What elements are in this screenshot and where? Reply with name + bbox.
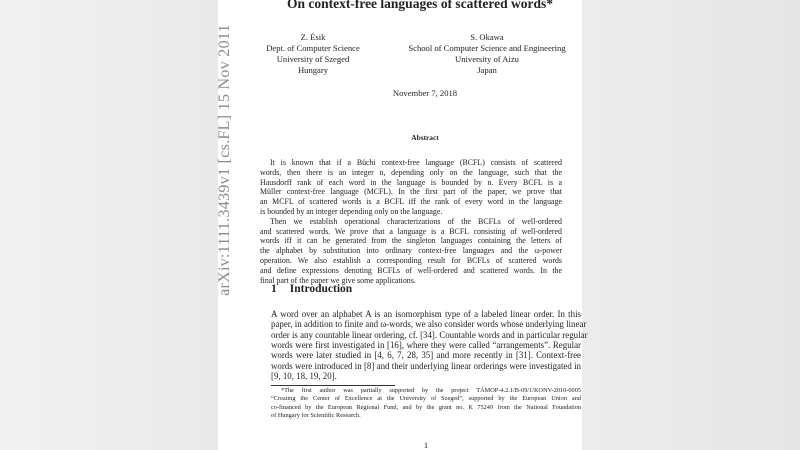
author-name: S. Okawa	[470, 32, 504, 42]
paper-date: November 7, 2018	[392, 88, 458, 98]
text-line: operation. We also establish a corresponding result for BCFLs of scattered words	[260, 256, 562, 265]
text-line: Müller context-free language (MCFL). In the first part of the paper, we prove that	[260, 187, 562, 197]
text-line: an MCFL of scattered words is a BCFL iff the rank of every word in the language	[260, 197, 562, 207]
text-line: the alphabet by substitution into ordinary context-free languages and the ω-power	[260, 246, 562, 256]
author-univ: University of Szeged	[276, 54, 350, 64]
author-country: Hungary	[297, 65, 329, 75]
text-line: It is known that if a Büchi context-free language (BCFL) consists of scattered	[270, 158, 562, 167]
arxiv-stamp: arXiv:1111.3439v1 [cs.FL] 15 Nov 2011	[216, 24, 233, 296]
text-line: co-financed by the European Regional Fund, and by the grant no. K 75249 from the National Foundation	[271, 403, 581, 411]
author-1	[266, 32, 360, 76]
page-number: 1	[423, 440, 429, 450]
author-univ: University of Aizu	[455, 54, 519, 64]
section-title: Introduction	[289, 283, 353, 295]
text-line: words were later studied in [4, 6, 7, 28, 35] and more recently in [31]. Context-free	[271, 350, 581, 361]
section-heading	[271, 283, 352, 295]
abstract-heading: Abstract	[411, 133, 439, 142]
footnote-rule	[271, 385, 395, 386]
text-line: paper, in addition to finite and ω-words, we also consider words whose underlying linear	[271, 319, 587, 330]
paper-title: On context-free languages of scattered words*	[286, 0, 554, 11]
text-line: Hausdorff rank of each word in the language is bounded by n. Every BCFL is a	[260, 177, 562, 187]
section-number: 1	[271, 283, 277, 295]
text-line: final part of the paper we give some applications.	[260, 275, 416, 285]
text-line: words, then there is an integer n, depending only on the language, such that the	[260, 167, 562, 177]
text-line: [9, 10, 18, 19, 20].	[271, 371, 337, 382]
text-line: “Creating the Center of Excellence at the University of Szeged”, supported by the European Union and	[271, 395, 581, 403]
text-line: order is any countable linear ordering, cf. [34]. Countable words and in particular regular	[271, 329, 588, 340]
text-line: A word over an alphabet A is an isomorphism type of a labeled linear order. In this	[271, 309, 581, 319]
text-line: and scattered words. We prove that a language is a BCFL consisting of well-ordered	[260, 226, 562, 236]
author-name: Z. Ésik	[300, 32, 326, 42]
text-line: of Hungary for Scientific Research.	[271, 411, 361, 419]
text-line: words were introduced in [8] and their underlying linear orderings were investigated in	[271, 360, 581, 371]
text-line: *The first author was partially supported by the project TÁMOP-4.2.1/B-09/1/KONV-2010-0005	[281, 387, 581, 394]
author-dept: School of Computer Science and Engineering	[408, 43, 566, 53]
author-2	[408, 32, 565, 76]
text-line: Then we establish operational characterizations of the BCFLs of well-ordered	[270, 216, 562, 226]
text-line: is bounded by an integer depending only on the language.	[260, 207, 443, 216]
author-country: Japan	[477, 65, 497, 75]
text-line: words were first investigated in [16], where they were called “arrangements”. Regular	[271, 340, 581, 351]
text-line: words iff it can be generated from the singleton languages containing the letters of	[260, 236, 562, 246]
author-dept: Dept. of Computer Science	[266, 43, 360, 53]
text-line: and define expressions denoting BCFLs of well-ordered and scattered words. In the	[260, 265, 562, 275]
